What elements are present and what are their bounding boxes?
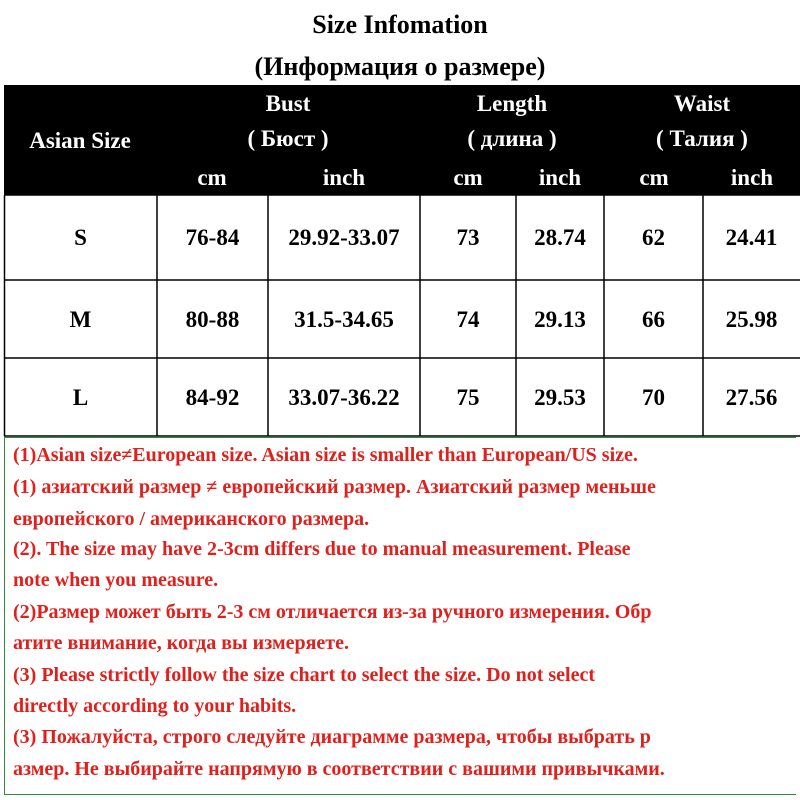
notes-box [4,437,796,795]
waist-inch-header: inch [730,165,774,190]
table-cell-length-inch: 29.53 [534,384,586,410]
note-line: note when you measure. [13,569,219,591]
table-cell-bust-inch: 31.5-34.65 [294,306,394,332]
length-inch-header: inch [538,165,582,190]
note-line: (3) Пожалуйста, строго следуйте диаграмме размера, чтобы выбрать р [13,726,651,748]
length-header-ru: ( длина ) [467,126,557,151]
table-cell-length-inch: 29.13 [534,306,586,332]
table-cell-length-cm: 73 [456,225,480,250]
table-cell-bust-cm: 76-84 [185,225,240,250]
table-cell-waist-inch: 25.98 [725,306,778,332]
table-cell-size: L [72,384,89,410]
note-line: (2)Размер может быть 2-3 см отличается из-за ручного измерения. Обр [13,601,652,623]
asian-size-header: Asian Size [29,128,131,153]
table-cell-length-cm: 74 [456,306,480,332]
size-table-header [4,85,800,195]
table-cell-waist-cm: 66 [642,306,665,332]
length-header: Length [476,91,548,116]
note-line: атите внимание, когда вы измеряете. [13,632,349,654]
table-cell-waist-inch: 27.56 [725,384,778,410]
note-line: (3) Please strictly follow the size chart to select the size. Do not select [13,664,596,686]
table-cell-length-inch: 28.74 [534,225,586,250]
bust-header-ru: ( Бюст ) [247,126,329,151]
table-cell-length-cm: 75 [456,384,480,410]
table-cell-bust-cm: 84-92 [185,384,240,410]
length-cm-header: cm [453,165,483,190]
note-line: (2). The size may have 2-3cm differs due to manual measurement. Please [13,538,631,560]
table-cell-waist-inch: 24.41 [725,225,778,250]
page-title: Size Infomation [312,10,488,39]
waist-header: Waist [673,91,731,116]
note-line: европейского / американского размера. [13,508,370,530]
table-cell-size: M [69,306,92,332]
table-cell-bust-inch: 33.07-36.22 [288,384,400,410]
table-cell-size: S [74,225,87,250]
note-line: (1) азиатский размер ≠ европейский размер. Азиатский размер меньше [13,476,656,498]
waist-cm-header: cm [639,165,669,190]
table-cell-bust-inch: 29.92-33.07 [288,225,400,250]
bust-header: Bust [265,91,311,116]
bust-cm-header: cm [197,165,227,190]
waist-header-ru: ( Талия ) [656,126,748,151]
note-line: directly according to your habits. [13,695,297,717]
table-cell-bust-cm: 80-88 [185,306,240,332]
table-cell-waist-cm: 62 [642,225,665,250]
page-subtitle: (Информация о размере) [254,52,546,81]
note-line: азмер. Не выбирайте напрямую в соответствии с вашими привычками. [13,758,665,780]
note-line: (1)Asian size≠European size. Asian size is smaller than European/US size. [13,444,638,466]
bust-inch-header: inch [322,165,366,190]
table-cell-waist-cm: 70 [642,384,665,410]
